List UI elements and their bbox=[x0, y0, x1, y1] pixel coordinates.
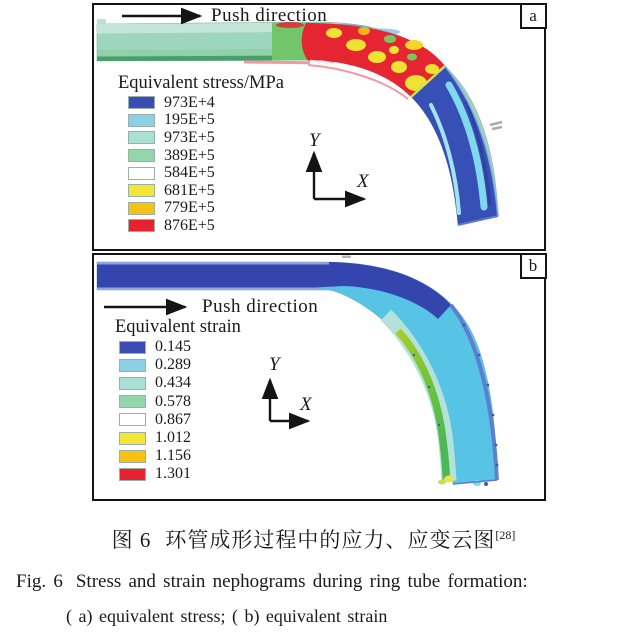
legend-row bbox=[119, 338, 191, 356]
legend-value: 973E+4 bbox=[164, 93, 215, 111]
gray-mark bbox=[342, 256, 351, 259]
legend-value: 0.578 bbox=[155, 392, 191, 410]
legend-row bbox=[128, 200, 215, 218]
legend-swatch bbox=[128, 131, 155, 144]
legend-row bbox=[119, 411, 191, 429]
panel-b-strain bbox=[92, 253, 546, 501]
panel-b-label: b bbox=[520, 253, 547, 279]
stress-legend bbox=[128, 94, 215, 235]
legend-row bbox=[119, 356, 191, 374]
reference-superscript: [28] bbox=[495, 528, 516, 542]
legend-swatch bbox=[128, 149, 155, 162]
caption-en-text: Stress and strain nephograms during ring tube formation: bbox=[75, 571, 528, 592]
legend-value: 584E+5 bbox=[164, 164, 215, 182]
legend-swatch bbox=[128, 219, 155, 232]
legend-value: 195E+5 bbox=[164, 111, 215, 129]
legend-row bbox=[128, 164, 215, 182]
legend-value: 0.145 bbox=[155, 338, 191, 356]
legend-value: 1.156 bbox=[155, 447, 191, 465]
legend-swatch bbox=[119, 377, 146, 390]
legend-value: 0.434 bbox=[155, 374, 191, 392]
y-axis-label: Y bbox=[309, 130, 320, 151]
legend-value: 1.301 bbox=[155, 465, 191, 483]
figure-number-en: Fig. 6 bbox=[16, 571, 63, 592]
legend-swatch bbox=[119, 450, 146, 463]
legend-swatch bbox=[128, 114, 155, 127]
legend-value: 779E+5 bbox=[164, 199, 215, 217]
legend-value: 0.867 bbox=[155, 410, 191, 428]
push-direction-label: Push direction bbox=[202, 296, 319, 317]
legend-row bbox=[128, 94, 215, 112]
gray-mark bbox=[490, 122, 502, 129]
legend-row bbox=[128, 182, 215, 200]
x-axis-label: X bbox=[357, 171, 369, 192]
legend-swatch bbox=[119, 432, 146, 445]
legend-row bbox=[119, 429, 191, 447]
legend-row bbox=[119, 447, 191, 465]
push-direction-label: Push direction bbox=[211, 5, 328, 26]
panel-a-stress bbox=[92, 3, 546, 251]
legend-swatch bbox=[128, 96, 155, 109]
legend-row bbox=[128, 129, 215, 147]
caption-zh-text: 环管成形过程中的应力、应变云图 bbox=[165, 528, 496, 552]
legend-row bbox=[128, 217, 215, 235]
strain-legend-title: Equivalent strain bbox=[115, 317, 241, 337]
legend-row bbox=[119, 465, 191, 483]
legend-value: 973E+5 bbox=[164, 128, 215, 146]
legend-swatch bbox=[119, 413, 146, 426]
stress-legend-title: Equivalent stress/MPa bbox=[118, 73, 284, 93]
legend-swatch bbox=[119, 341, 146, 354]
legend-swatch bbox=[128, 202, 155, 215]
legend-value: 389E+5 bbox=[164, 146, 215, 164]
caption-chinese bbox=[0, 524, 627, 554]
legend-swatch bbox=[119, 359, 146, 372]
legend-row bbox=[128, 112, 215, 130]
legend-row bbox=[128, 147, 215, 165]
caption-english-line2: ( a) equivalent stress; ( b) equivalent strain bbox=[66, 606, 388, 626]
legend-row bbox=[119, 393, 191, 411]
y-axis-label: Y bbox=[269, 354, 280, 375]
strain-legend bbox=[119, 338, 191, 484]
legend-value: 1.012 bbox=[155, 429, 191, 447]
legend-value: 0.289 bbox=[155, 356, 191, 374]
legend-value: 876E+5 bbox=[164, 216, 215, 234]
legend-swatch bbox=[128, 184, 155, 197]
legend-swatch bbox=[119, 395, 146, 408]
legend-swatch bbox=[119, 468, 146, 481]
x-axis-label: X bbox=[300, 394, 312, 415]
legend-swatch bbox=[128, 167, 155, 180]
legend-value: 681E+5 bbox=[164, 181, 215, 199]
figure-number-zh: 图 6 bbox=[111, 528, 152, 552]
caption-english-line1 bbox=[16, 571, 528, 593]
legend-row bbox=[119, 374, 191, 392]
panel-a-label: a bbox=[520, 3, 547, 29]
